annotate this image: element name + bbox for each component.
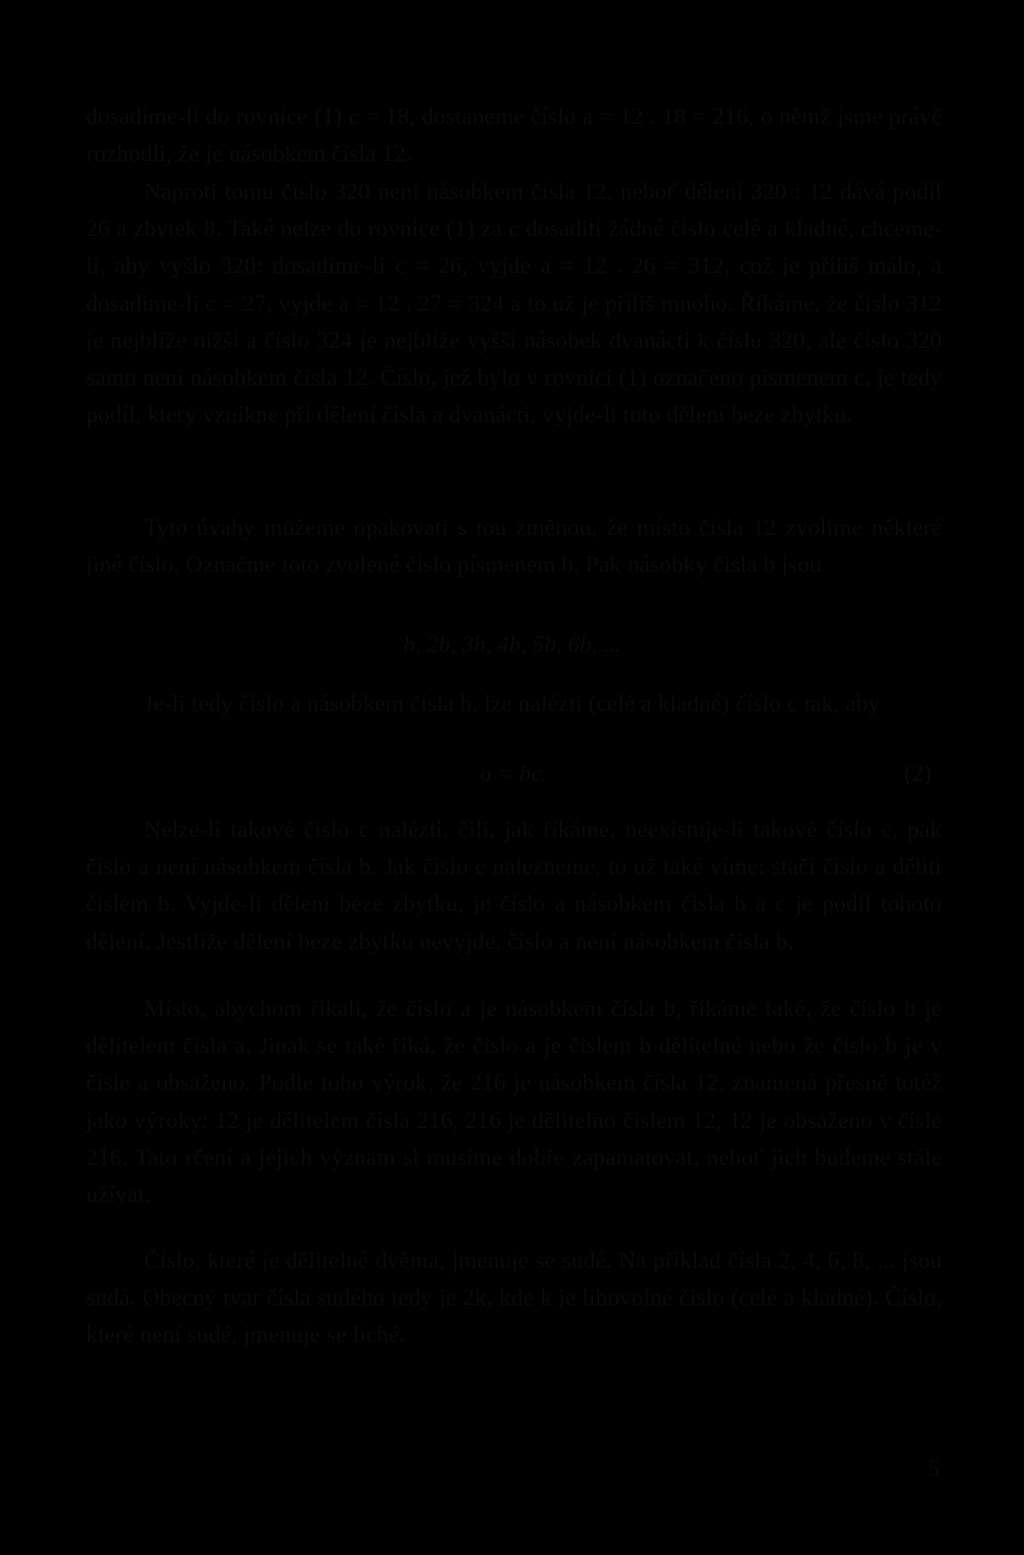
paragraph-2-text: Naproti tomu číslo 320 není násobkem čísla 12, neboť dělení 320 : 12 dává podíl 26 a zbytek 8. Také nelze do rovnice (1) za c dosaditi žádné číslo celé a kladné, chceme-li, aby vyšlo 320: dosadíme-li c = 26, vyjde a = 12 . 26 = 312, což je příliš málo, a dosadíme-li c = 27, vyjde a = 12 . 27 = 324 a to už je příliš mnoho. Říkáme, že číslo 312 je nejblíže nižší a číslo 324 je nejblíže vyšší násobek dvanácti k číslu 320, ale číslo 320 samo není násobkem čísla 12. Číslo, jež bylo v rovnici (1) označeno písmenem c, je tedy podíl, který vznikne při dělení čísla a dvanácti, vyjde-li toto dělení beze zbytku. [86, 179, 942, 429]
paragraph-1-text: dosadíme-li do rovnice (1) c = 18, dostaneme číslo a = 12 . 18 = 216, o němž jsme právě rozhodli, že je násobkem čísla 12. [86, 104, 942, 168]
equation: a = bc. [480, 761, 548, 787]
paragraph-6-text: Místo, abychom říkali, že číslo a je násobkem čísla b, říkáme také, že číslo b je dělitelem čísla a. Jinak se také říká, že číslo a je číslem b dělitelné nebo že číslo b je v čísle a obsaženo. Podle toho výrok, že 216 je násobkem čísla 12, znamená přesně totéž jako výroky: 12 je dělitelem čísla 216, 216 je dělitelno číslem 12, 12 je obsaženo v čísle 216. Tato rčení a jejich význam si musíme dobře zapamatovat, neboť jich budeme stále užívat. [86, 996, 942, 1209]
paragraph-2 [86, 174, 942, 434]
multiples-sequence: b, 2b, 3b, 4b, 5b, 6b, ... [403, 632, 621, 658]
page-number: 5 [928, 1456, 940, 1482]
paragraph-5-text: Nelze-li takové číslo c nalézti, čili, jak říkáme, neexistuje-li takové číslo c, pak číslo a není násobkem čísla b. Jak číslo c nalezneme, to už také víme: stačí číslo a děliti číslem b. Vyjde-li dělení beze zbytku, je číslo a násobkem čísla b a c je podíl tohoto dělení. Jestliže dělení beze zbytku nevyjde, číslo a není násobkem čísla b. [86, 817, 942, 955]
paragraph-3-text: Tyto úvahy můžeme opakovati s tou změnou, že místo čísla 12 zvolíme některé jiné číslo. Označme toto zvolené číslo písmenem b. Pak násobky čísla b jsou [86, 515, 942, 579]
paragraph-4 [86, 686, 942, 723]
paragraph-7 [86, 1243, 942, 1355]
paragraph-7-text: Číslo, které je dělitelné dvěma, jmenuje se sudé. Na příklad čísla 2, 4, 6, 8, ... jsou sudá. Obecný tvar čísla sudého tedy je 2k, kde k je libovolné číslo (celé a kladné). Číslo, které není sudé, jmenuje se liché. [86, 1248, 942, 1349]
paragraph-3 [86, 510, 942, 584]
equation-number: (2) [904, 761, 932, 787]
paragraph-4-text: Je-li tedy číslo a násobkem čísla b, lze nalézti (celé a kladné) číslo c tak, aby [144, 691, 880, 717]
paragraph-6 [86, 991, 942, 1214]
paragraph-1 [86, 99, 942, 173]
paragraph-5 [86, 812, 942, 961]
